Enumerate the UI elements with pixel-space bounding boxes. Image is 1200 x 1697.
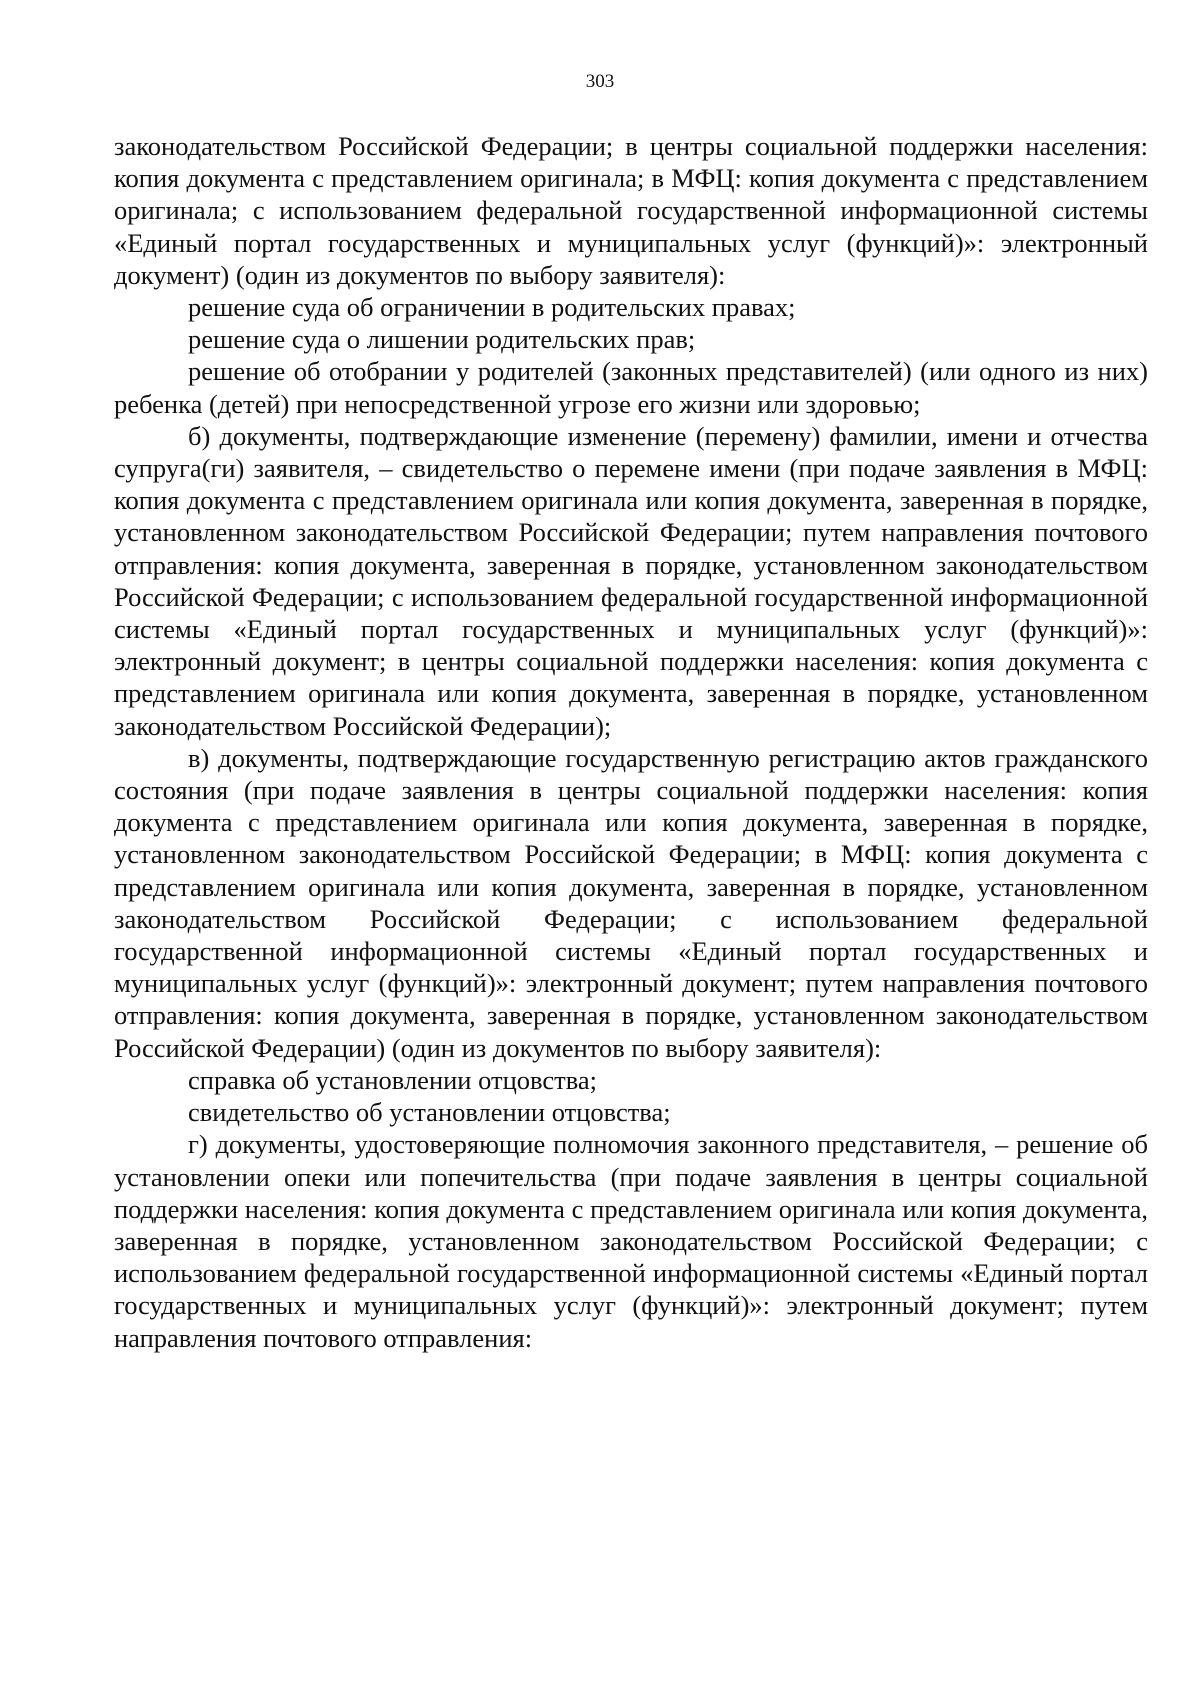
paragraph-v-civil-registration: в) документы, подтверждающие государственную регистрацию актов гражданского состояния (при подаче заявления в центры социальной поддержки населения: копия документа с представлением оригинала или копия документа, заверенная в порядке, установленном законодательством Российской Федерации; в МФЦ: копия документа с представлением оригинала или копия документа, заверенная в порядке, установленном законодательством Российской Федерации; с использованием федеральной государственной информационной системы «Единый портал государственных и муниципальных услуг (функций)»: электронный документ; путем направления почтового отправления: копия документа, заверенная в порядке, установленном законодательством Российской Федерации) (один из документов по выбору заявителя): bbox=[114, 742, 1148, 1063]
document-body bbox=[114, 130, 1148, 1354]
page-number: 303 bbox=[585, 71, 615, 92]
list-item-child-removal: решение об отобрании у родителей (законных представителей) (или одного из них) ребенка (детей) при непосредственной угрозе его жизни или здоровью; bbox=[114, 356, 1148, 419]
paragraph-continuation: законодательством Российской Федерации; в центры социальной поддержки населения: копия документа с представлением оригинала; в МФЦ: копия документа с представлением оригинала; с использованием федеральной государственной информационной системы «Единый портал государственных и муниципальных услуг (функций)»: электронный документ) (один из документов по выбору заявителя): bbox=[114, 131, 1148, 290]
paragraph-b-name-change: б) документы, подтверждающие изменение (перемену) фамилии, имени и отчества супруга(ги) заявителя, – свидетельство о перемене имени (при подаче заявления в МФЦ: копия документа с представлением оригинала или копия документа, заверенная в порядке, установленном законодательством Российской Федерации; путем направления почтового отправления: копия документа, заверенная в порядке, установленном законодательством Российской Федерации; с использованием федеральной государственной информационной системы «Единый портал государственных и муниципальных услуг (функций)»: электронный документ; в центры социальной поддержки населения: копия документа с представлением оригинала или копия документа, заверенная в порядке, установленном законодательством Российской Федерации); bbox=[114, 420, 1148, 741]
list-item-paternity-certificate-note: справка об установлении отцовства; bbox=[188, 1064, 598, 1095]
paragraph-g-legal-representative: г) документы, удостоверяющие полномочия законного представителя, – решение об установлении опеки или попечительства (при подаче заявления в центры социальной поддержки населения: копия документа с представлением оригинала или копия документа, заверенная в порядке, установленном законодательством Российской Федерации; с использованием федеральной государственной информационной системы «Единый портал государственных и муниципальных услуг (функций)»: электронный документ; путем направления почтового отправления: bbox=[114, 1129, 1148, 1353]
list-item-paternity-certificate: свидетельство об установлении отцовства; bbox=[188, 1097, 671, 1128]
list-item-court-restriction: решение суда об ограничении в родительских правах; bbox=[188, 292, 796, 323]
list-item-court-deprivation: решение суда о лишении родительских прав; bbox=[188, 324, 696, 355]
